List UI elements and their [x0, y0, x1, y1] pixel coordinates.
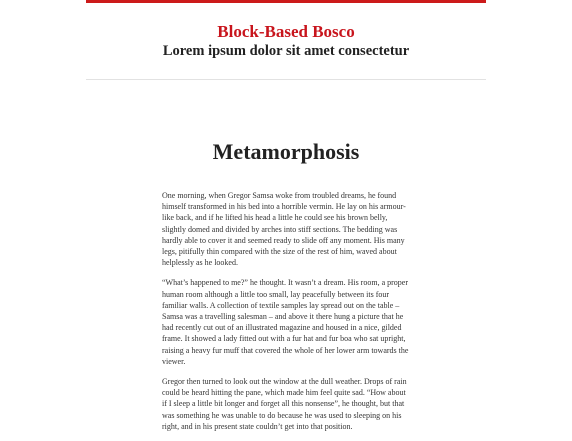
page-title: Metamorphosis	[212, 139, 360, 164]
site-tagline: Lorem ipsum dolor sit amet consectetur	[162, 43, 410, 59]
article-content	[162, 190, 412, 441]
top-accent-bar	[86, 0, 486, 3]
article-paragraph: One morning, when Gregor Samsa woke from troubled dreams, he found himself transformed in his bed into a horrible vermin. He lay on his armour-like back, and if he lifted his head a little he could see his brown belly, slightly domed and divided by arches into stiff sections. The bedding was hardly able to cover it and seemed ready to slide off any moment. His many legs, pitifully thin compared with the size of the rest of him, waved about helplessly as he looked.	[162, 191, 406, 268]
site-title-link[interactable]: Block-Based Bosco	[217, 22, 355, 41]
article-paragraph: Gregor then turned to look out the window at the dull weather. Drops of rain could be heard hitting the pane, which made him feel quite sad. “How about if I sleep a little bit longer and forget all this nonsense”, he thought, but that was something he was unable to do because he was used to sleeping on his right, and in his present state couldn’t get into that position.	[162, 377, 407, 431]
article-paragraph: “What’s happened to me?” he thought. It wasn’t a dream. His room, a proper human room although a little too small, lay peacefully between its four familiar walls. A collection of textile samples lay spread out on the table – Samsa was a travelling salesman – and above it there hung a picture that he had recently cut out of an illustrated magazine and housed in a nice, gilded frame. It showed a lady fitted out with a fur hat and fur boa who sat upright, raising a heavy fur muff that covered the whole of her lower arm towards the viewer.	[162, 278, 409, 366]
header-divider	[86, 79, 486, 80]
